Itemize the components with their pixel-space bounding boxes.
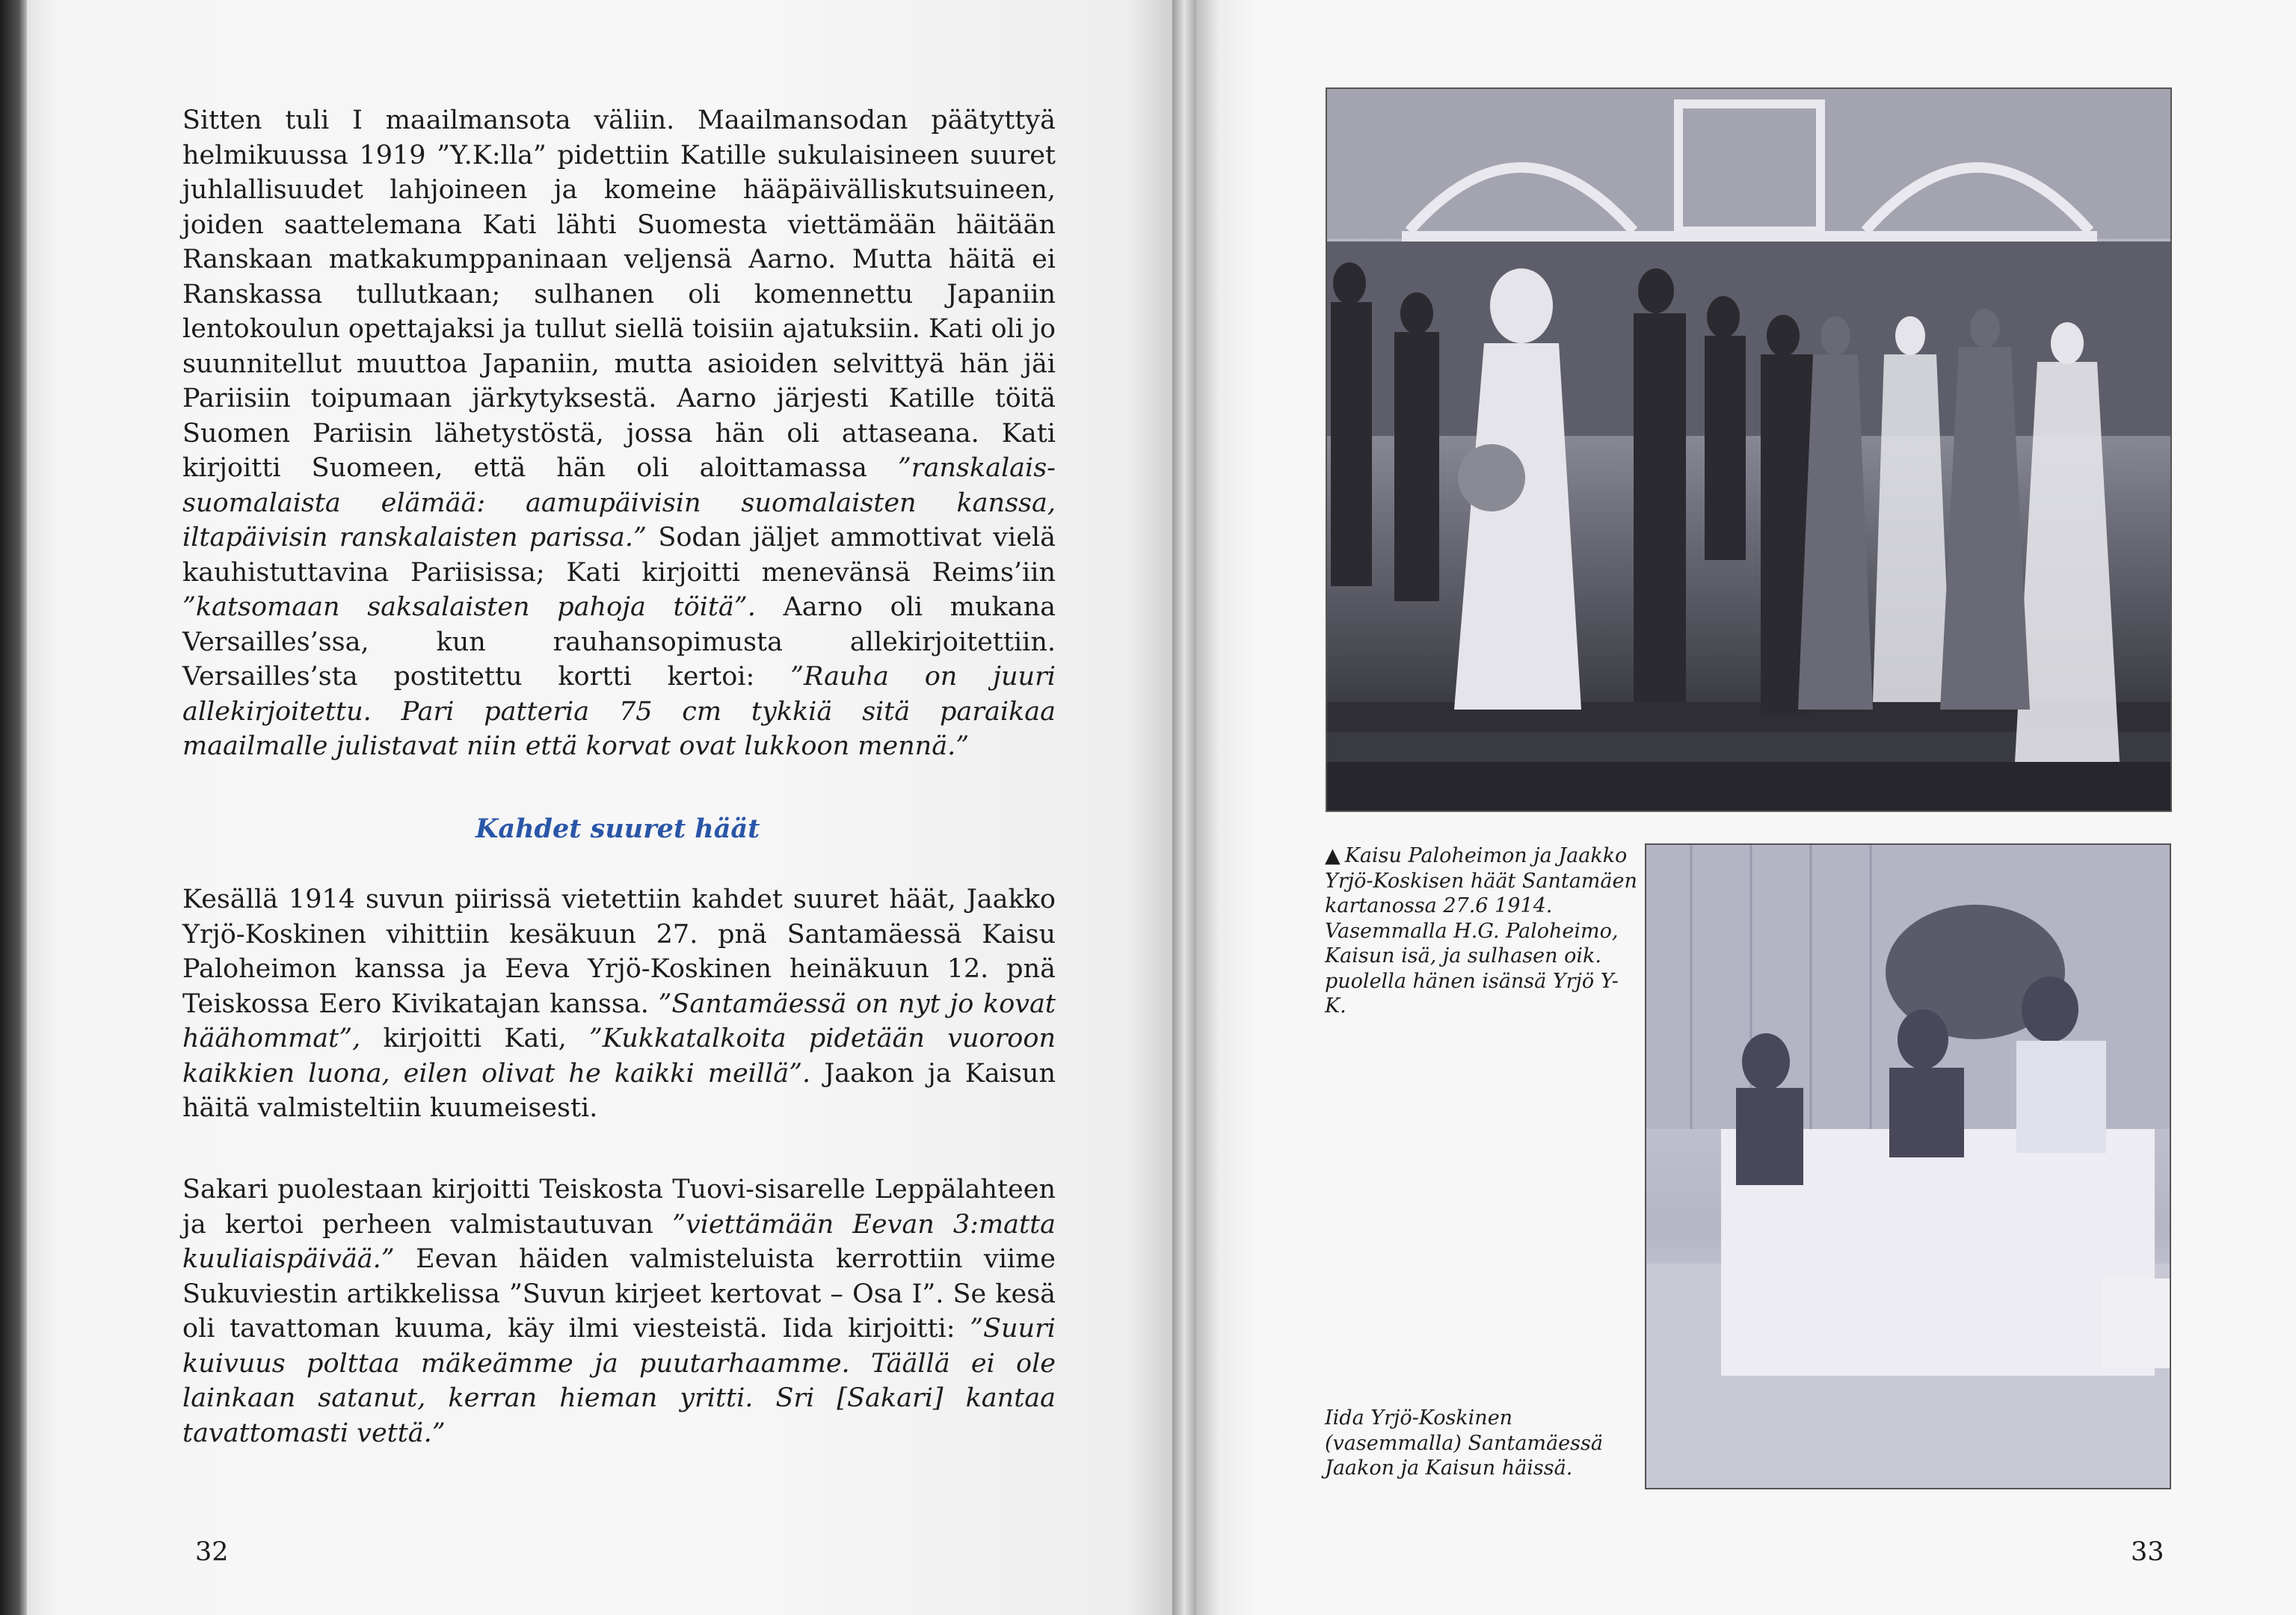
caption-table: Iida Yrjö-Koskinen (vasemmalla) Santamäessä Jaakon ja Kaisun häissä. [1325,1406,1603,1480]
paragraph-weddings: Kesällä 1914 suvun piirissä vietettiin kahdet suuret häät, Jaakko Yrjö-Koskinen vihittiin kesäkuun 27. pnä Santamäessä Kaisu Paloheimon kanssa ja Eeva Yrjö-Koskinen heinäkuun 12. pnä Teiskossa Eero Kivikatajan kanssa. ”Santamäessä on nyt jo kovat häähommat”, kirjoitti Kati, ”Kukkatalkoita pidetään vuoroon kaikkien luona, eilen olivat he kaikki meillä”. Jaakon ja Kaisun häitä valmisteltiin kuumeisesti. [182,885,1056,1123]
section-heading: Kahdet suuret häät [475,813,760,844]
left-page [27,0,1172,1615]
paragraph-war: Sitten tuli I maailmansota väliin. Maailmansodan päätyttyä helmikuussa 1919 ”Y.K:lla” pidettiin Katille sukulaisineen suuret juhlallisuudet lahjoineen ja komeine hääpäivälliskutsuineen, joiden saattelemana Kati lähti Suomesta viettämään häitään Ranskaan matkakumppaninaan veljensä Aarno. Mutta häitä ei Ranskassa tullutkaan; sulhanen oli komennettu Japaniin lentokoulun opettajaksi ja tullut siellä toisiin ajatuksiin. Kati oli jo suunnitellut muuttoa Japaniin, mutta asioiden selvittyä hän jäi Pariisiin toipumaan järkytyksestä. Aarno järjesti Katille töitä Suomen Pariisin lähetystöstä, jossa hän oli attaseana. Kati kirjoitti Suomeen, että hän oli aloittamassa ”ranskalais-suomalaista elämää: aamupäivisin suomalaisten kanssa, iltapäivisin ranskalaisten parissa.” Sodan jäljet ammottivat vielä kauhistuttavina Pariisissa; Kati kirjoitti menevänsä Reims’iin ”katsomaan saksalaisten pahoja töitä”. Aarno oli mukana Versailles’ssa, kun rauhansopimusta allekirjoitettiin. Versailles’sta postitettu kortti kertoi: ”Rauha on juuri allekirjoitettu. Pari patteria 75 cm tykkiä sitä paraikaa maailmalle julistavat niin että korvat ovat lukkoon mennä.” [182,105,1056,761]
book-spine [1172,0,1196,1615]
table-photo-drawing [1646,845,2170,1488]
table-photo [1645,843,2171,1489]
book-edge [0,0,27,1615]
wedding-photo [1326,87,2172,812]
right-page [1196,0,2296,1615]
caption-wedding: ▲ Kaisu Paloheimon ja Jaakko Yrjö-Koskisen häät Santamäen kartanossa 27.6 1914. Vasemmalla H.G. Paloheimo, Kaisun isä, ja sulhasen oik. puolella hänen isänsä Yrjö Y-K. [1325,844,1637,1018]
arrow-up-icon: ▲ [1325,844,1341,867]
page-number-left: 32 [195,1537,229,1567]
wedding-photo-drawing [1327,89,2170,810]
page-number-right: 33 [2131,1537,2164,1567]
paragraph-sakari: Sakari puolestaan kirjoitti Teiskosta Tuovi-sisarelle Leppälahteen ja kertoi perheen valmistautuvan ”viettämään Eevan 3:matta kuuliaispäivää.” Eevan häiden valmisteluista kerrottiin viime Sukuviestin artikkelissa ”Suvun kirjeet kertovat – Osa I”. Se kesä oli tavattoman kuuma, käy ilmi viesteistä. Iida kirjoitti: ”Suuri kuivuus polttaa mäkeämme ja puutarhaamme. Täällä ei ole lainkaan satanut, kerran hieman yritti. Sri [Sakari] kantaa tavattomasti vettä.” [182,1175,1056,1448]
